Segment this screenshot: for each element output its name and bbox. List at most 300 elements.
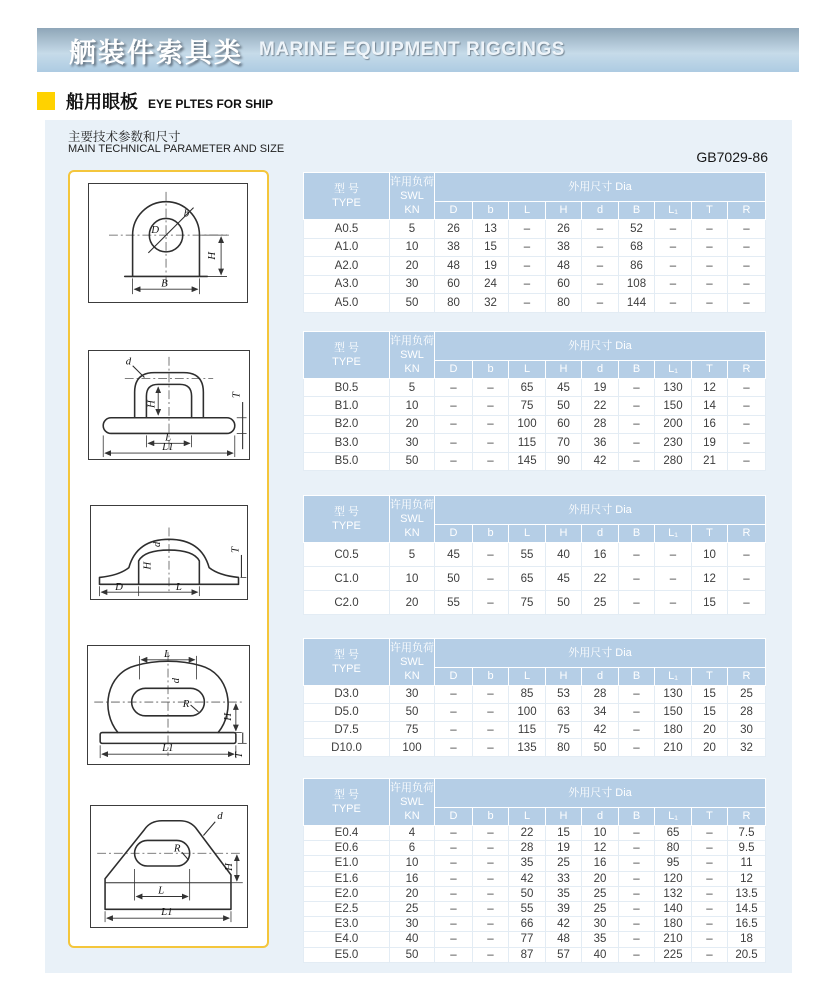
cell-dim: 28 (582, 686, 619, 704)
cell-dim: – (509, 294, 546, 313)
cell-dim: 28 (728, 703, 766, 721)
col-header-H: H (546, 361, 582, 379)
cell-type: E2.5 (304, 901, 390, 916)
type-d-eye-plate-figure (88, 646, 249, 764)
col-header-type: 型 号 TYPE (304, 639, 390, 686)
cell-dim: 10 (582, 826, 619, 841)
table-row (304, 686, 766, 704)
cell-dim: 40 (546, 543, 582, 567)
cell-dim: 20 (692, 739, 728, 757)
cell-dim: 13 (473, 220, 509, 239)
cell-dim: 20 (692, 721, 728, 739)
dim-label: H (145, 400, 158, 408)
cell-dim: 38 (546, 238, 582, 257)
col-header-T: T (692, 808, 728, 826)
cell-dim: 30 (582, 917, 619, 932)
cell-dim: 230 (655, 434, 692, 452)
cell-dim: 12 (728, 871, 766, 886)
cell-dim: – (435, 434, 473, 452)
col-header-D: D (435, 361, 473, 379)
col-header-L₁: L₁ (655, 361, 692, 379)
col-header-d: d (582, 361, 619, 379)
cell-dim: 50 (582, 739, 619, 757)
cell-dim: – (473, 415, 509, 433)
col-header-R: R (728, 808, 766, 826)
cell-dim: 80 (546, 739, 582, 757)
cell-dim: – (692, 917, 728, 932)
dim-label: L1 (162, 441, 174, 454)
col-header-B: B (619, 202, 655, 220)
cell-type: B1.0 (304, 397, 390, 415)
col-header-d: d (582, 525, 619, 543)
col-header-D: D (435, 202, 473, 220)
col-header-type: 型 号 TYPE (304, 173, 390, 220)
cell-dim: 33 (546, 871, 582, 886)
table-row (304, 397, 766, 415)
table-row (304, 947, 766, 962)
dim-label: d (125, 355, 132, 368)
cell-dim: 19 (546, 841, 582, 856)
cell-dim: 20 (582, 871, 619, 886)
col-header-swl: 许用负荷 SWL KN (390, 779, 435, 826)
cell-dim: 28 (582, 415, 619, 433)
subtitle-zh: 主要技术参数和尺寸 (68, 130, 181, 144)
dim-label: L (175, 581, 182, 594)
table-row (304, 841, 766, 856)
cell-dim: 55 (509, 543, 546, 567)
col-header-D: D (435, 808, 473, 826)
cell-dim: – (728, 567, 766, 591)
cell-dim: – (473, 452, 509, 470)
cell-type: E5.0 (304, 947, 390, 962)
subtitle-en: MAIN TECHNICAL PARAMETER AND SIZE (68, 143, 285, 155)
cell-type: D5.0 (304, 703, 390, 721)
cell-dim: 19 (473, 257, 509, 276)
col-header-dimensions: 外用尺寸 Dia (435, 779, 766, 808)
cell-dim: 55 (509, 901, 546, 916)
table-row (304, 379, 766, 397)
cell-type: B3.0 (304, 434, 390, 452)
cell-type: E1.0 (304, 856, 390, 871)
cell-dim: 48 (546, 932, 582, 947)
type-b-eye-plate-figure (89, 351, 249, 459)
cell-type: A0.5 (304, 220, 390, 239)
cell-dim: – (728, 238, 766, 257)
cell-dim: 25 (728, 686, 766, 704)
standard-code: GB7029-86 (696, 149, 768, 165)
cell-dim: – (435, 739, 473, 757)
col-header-dimensions: 外用尺寸 Dia (435, 496, 766, 525)
cell-dim: – (435, 686, 473, 704)
table-row (304, 901, 766, 916)
cell-type: B2.0 (304, 415, 390, 433)
cell-dim: – (692, 257, 728, 276)
table-row (304, 415, 766, 433)
cell-dim: – (619, 932, 655, 947)
cell-dim: – (619, 841, 655, 856)
col-header-b: b (473, 202, 509, 220)
col-header-H: H (546, 668, 582, 686)
cell-dim: 35 (582, 932, 619, 947)
col-header-dimensions: 外用尺寸 Dia (435, 173, 766, 202)
cell-dim: – (473, 886, 509, 901)
cell-dim: 16 (582, 856, 619, 871)
cell-dim: 25 (582, 901, 619, 916)
type-c-eye-plate-figure (91, 506, 247, 599)
cell-dim: 120 (655, 871, 692, 886)
cell-dim: 7.5 (728, 826, 766, 841)
cell-dim: 210 (655, 739, 692, 757)
cell-type: E3.0 (304, 917, 390, 932)
cell-dim: 16 (692, 415, 728, 433)
cell-dim: – (619, 871, 655, 886)
dim-label: H (141, 561, 154, 570)
cell-dim: 15 (692, 686, 728, 704)
cell-dim: – (582, 257, 619, 276)
dim-label: H (221, 712, 234, 721)
cell-swl: 20 (390, 591, 435, 615)
cell-dim: 70 (546, 434, 582, 452)
dim-label: T (230, 392, 243, 399)
dim-label: L (158, 884, 165, 897)
cell-dim: 21 (692, 452, 728, 470)
cell-dim: – (473, 932, 509, 947)
cell-dim: 65 (655, 826, 692, 841)
cell-dim: 52 (619, 220, 655, 239)
cell-dim: – (473, 871, 509, 886)
cell-dim: 15 (692, 591, 728, 615)
cell-dim: 280 (655, 452, 692, 470)
cell-dim: – (655, 275, 692, 294)
cell-swl: 75 (390, 721, 435, 739)
cell-type: A1.0 (304, 238, 390, 257)
cell-dim: – (435, 901, 473, 916)
cell-dim: – (435, 947, 473, 962)
cell-dim: 80 (546, 294, 582, 313)
cell-dim: 86 (619, 257, 655, 276)
cell-swl: 30 (390, 434, 435, 452)
dim-label: H (206, 251, 219, 260)
cell-dim: – (692, 932, 728, 947)
cell-dim: 100 (509, 703, 546, 721)
col-header-T: T (692, 202, 728, 220)
table-row (304, 434, 766, 452)
cell-dim: – (619, 452, 655, 470)
cell-dim: 180 (655, 721, 692, 739)
cell-dim: 80 (655, 841, 692, 856)
cell-dim: 30 (728, 721, 766, 739)
table-row (304, 871, 766, 886)
cell-dim: – (473, 826, 509, 841)
cell-dim: 12 (692, 567, 728, 591)
cell-dim: – (692, 901, 728, 916)
dim-label: L (165, 431, 172, 444)
cell-dim: 130 (655, 686, 692, 704)
cell-dim: 15 (546, 826, 582, 841)
cell-dim: 25 (582, 591, 619, 615)
cell-dim: – (473, 397, 509, 415)
cell-swl: 50 (390, 294, 435, 313)
drawing-type-a (88, 183, 248, 303)
cell-dim: 57 (546, 947, 582, 962)
cell-dim: – (473, 721, 509, 739)
table-row (304, 452, 766, 470)
cell-dim: – (619, 415, 655, 433)
cell-dim: 18 (728, 932, 766, 947)
cell-dim: 60 (546, 415, 582, 433)
cell-swl: 40 (390, 932, 435, 947)
cell-dim: – (473, 567, 509, 591)
col-header-L₁: L₁ (655, 202, 692, 220)
cell-dim: 38 (435, 238, 473, 257)
cell-dim: – (728, 257, 766, 276)
col-header-L: L (509, 808, 546, 826)
cell-dim: – (692, 238, 728, 257)
type-a-eye-plate-figure (89, 184, 247, 302)
cell-dim: 75 (509, 591, 546, 615)
cell-dim: 65 (509, 567, 546, 591)
cell-dim: 13.5 (728, 886, 766, 901)
cell-swl: 10 (390, 567, 435, 591)
cell-swl: 100 (390, 739, 435, 757)
table-row (304, 543, 766, 567)
cell-type: D7.5 (304, 721, 390, 739)
cell-dim: – (619, 379, 655, 397)
cell-dim: 25 (582, 886, 619, 901)
cell-dim: – (473, 841, 509, 856)
table-row (304, 294, 766, 313)
cell-dim: 32 (728, 739, 766, 757)
col-header-swl: 许用负荷 SWL KN (390, 332, 435, 379)
col-header-dimensions: 外用尺寸 Dia (435, 332, 766, 361)
col-header-H: H (546, 525, 582, 543)
col-header-T: T (692, 668, 728, 686)
cell-dim: – (435, 856, 473, 871)
cell-dim: – (728, 397, 766, 415)
table-row (304, 220, 766, 239)
cell-dim: 45 (546, 567, 582, 591)
dim-label: D (115, 581, 123, 594)
table-row (304, 591, 766, 615)
cell-dim: – (473, 947, 509, 962)
cell-dim: – (692, 841, 728, 856)
cell-swl: 5 (390, 543, 435, 567)
cell-dim: – (473, 379, 509, 397)
cell-dim: 22 (582, 397, 619, 415)
cell-dim: 16 (582, 543, 619, 567)
cell-dim: 35 (546, 886, 582, 901)
cell-dim: 150 (655, 703, 692, 721)
cell-type: E0.4 (304, 826, 390, 841)
cell-dim: 12 (692, 379, 728, 397)
cell-dim: 50 (546, 591, 582, 615)
cell-dim: – (728, 434, 766, 452)
cell-dim: – (655, 294, 692, 313)
cell-dim: – (619, 397, 655, 415)
cell-dim: – (435, 826, 473, 841)
cell-dim: 36 (582, 434, 619, 452)
cell-dim: 80 (435, 294, 473, 313)
cell-dim: 77 (509, 932, 546, 947)
cell-dim: – (728, 591, 766, 615)
cell-swl: 6 (390, 841, 435, 856)
dim-label: d (217, 809, 223, 822)
col-header-D: D (435, 525, 473, 543)
col-header-T: T (692, 525, 728, 543)
table-row (304, 856, 766, 871)
cell-dim: 130 (655, 379, 692, 397)
col-header-R: R (728, 668, 766, 686)
col-header-B: B (619, 525, 655, 543)
cell-dim: 11 (728, 856, 766, 871)
cell-dim: 60 (435, 275, 473, 294)
table-series-e (303, 778, 766, 963)
dim-label: L (164, 647, 171, 660)
cell-dim: – (728, 294, 766, 313)
cell-swl: 10 (390, 397, 435, 415)
cell-type: A2.0 (304, 257, 390, 276)
cell-dim: – (473, 703, 509, 721)
cell-swl: 50 (390, 703, 435, 721)
col-header-B: B (619, 668, 655, 686)
dim-label: d (151, 541, 164, 548)
table-row (304, 886, 766, 901)
cell-dim: 75 (546, 721, 582, 739)
col-header-L: L (509, 525, 546, 543)
cell-swl: 4 (390, 826, 435, 841)
dim-label: R (182, 697, 190, 710)
table-row (304, 721, 766, 739)
cell-dim: – (655, 591, 692, 615)
cell-dim: – (473, 856, 509, 871)
cell-dim: – (619, 886, 655, 901)
cell-type: D10.0 (304, 739, 390, 757)
table-row (304, 826, 766, 841)
section-heading (37, 88, 273, 114)
cell-swl: 10 (390, 238, 435, 257)
cell-dim: – (619, 543, 655, 567)
cell-dim: 140 (655, 901, 692, 916)
col-header-R: R (728, 361, 766, 379)
col-header-R: R (728, 202, 766, 220)
cell-type: B5.0 (304, 452, 390, 470)
cell-dim: – (619, 591, 655, 615)
col-header-b: b (473, 808, 509, 826)
cell-dim: 20.5 (728, 947, 766, 962)
dim-label: T (229, 547, 242, 553)
cell-dim: – (582, 238, 619, 257)
col-header-L: L (509, 361, 546, 379)
cell-dim: 15 (692, 703, 728, 721)
cell-type: E4.0 (304, 932, 390, 947)
table-row (304, 739, 766, 757)
cell-dim: – (435, 871, 473, 886)
cell-dim: – (619, 434, 655, 452)
cell-dim: – (619, 947, 655, 962)
cell-dim: 85 (509, 686, 546, 704)
cell-dim: 180 (655, 917, 692, 932)
cell-dim: 50 (509, 886, 546, 901)
cell-dim: – (435, 932, 473, 947)
cell-type: E2.0 (304, 886, 390, 901)
cell-dim: – (619, 739, 655, 757)
cell-dim: 34 (582, 703, 619, 721)
col-header-L₁: L₁ (655, 808, 692, 826)
cell-dim: 16.5 (728, 917, 766, 932)
cell-dim: 50 (546, 397, 582, 415)
col-header-L₁: L₁ (655, 668, 692, 686)
cell-dim: 22 (509, 826, 546, 841)
cell-dim: – (435, 721, 473, 739)
cell-dim: 65 (509, 379, 546, 397)
cell-dim: – (435, 917, 473, 932)
cell-dim: 9.5 (728, 841, 766, 856)
cell-dim: 10 (692, 543, 728, 567)
cell-dim: 48 (435, 257, 473, 276)
cell-dim: 108 (619, 275, 655, 294)
cell-dim: 32 (473, 294, 509, 313)
cell-dim: – (619, 686, 655, 704)
cell-swl: 20 (390, 415, 435, 433)
cell-dim: 144 (619, 294, 655, 313)
table-row (304, 703, 766, 721)
drawing-type-e (90, 805, 248, 928)
yellow-bullet-icon (37, 92, 55, 110)
cell-dim: 145 (509, 452, 546, 470)
cell-dim: – (619, 721, 655, 739)
cell-type: D3.0 (304, 686, 390, 704)
cell-swl: 5 (390, 220, 435, 239)
dim-label: B (161, 277, 168, 290)
cell-dim: – (435, 703, 473, 721)
dim-label: H (222, 863, 235, 871)
col-header-L: L (509, 668, 546, 686)
cell-dim: – (509, 238, 546, 257)
cell-dim: – (473, 434, 509, 452)
cell-swl: 25 (390, 901, 435, 916)
cell-dim: 14.5 (728, 901, 766, 916)
cell-dim: – (619, 826, 655, 841)
cell-dim: 28 (509, 841, 546, 856)
cell-dim: 50 (435, 567, 473, 591)
dim-label: b (183, 207, 190, 220)
cell-dim: 200 (655, 415, 692, 433)
dim-label: R (173, 842, 181, 855)
cell-dim: – (728, 415, 766, 433)
cell-dim: – (655, 257, 692, 276)
cell-dim: – (435, 886, 473, 901)
cell-swl: 20 (390, 257, 435, 276)
type-e-eye-plate-figure (91, 806, 247, 927)
cell-swl: 30 (390, 275, 435, 294)
cell-dim: – (692, 856, 728, 871)
cell-swl: 30 (390, 917, 435, 932)
cell-dim: 66 (509, 917, 546, 932)
cell-dim: – (435, 397, 473, 415)
cell-dim: 26 (435, 220, 473, 239)
table-row (304, 932, 766, 947)
cell-dim: – (435, 452, 473, 470)
col-header-swl: 许用负荷 SWL KN (390, 496, 435, 543)
cell-dim: 19 (692, 434, 728, 452)
cell-dim: – (619, 901, 655, 916)
cell-dim: – (473, 901, 509, 916)
cell-dim: – (509, 275, 546, 294)
dim-label: d (169, 677, 182, 684)
cell-dim: – (509, 257, 546, 276)
col-header-B: B (619, 361, 655, 379)
col-header-L₁: L₁ (655, 525, 692, 543)
